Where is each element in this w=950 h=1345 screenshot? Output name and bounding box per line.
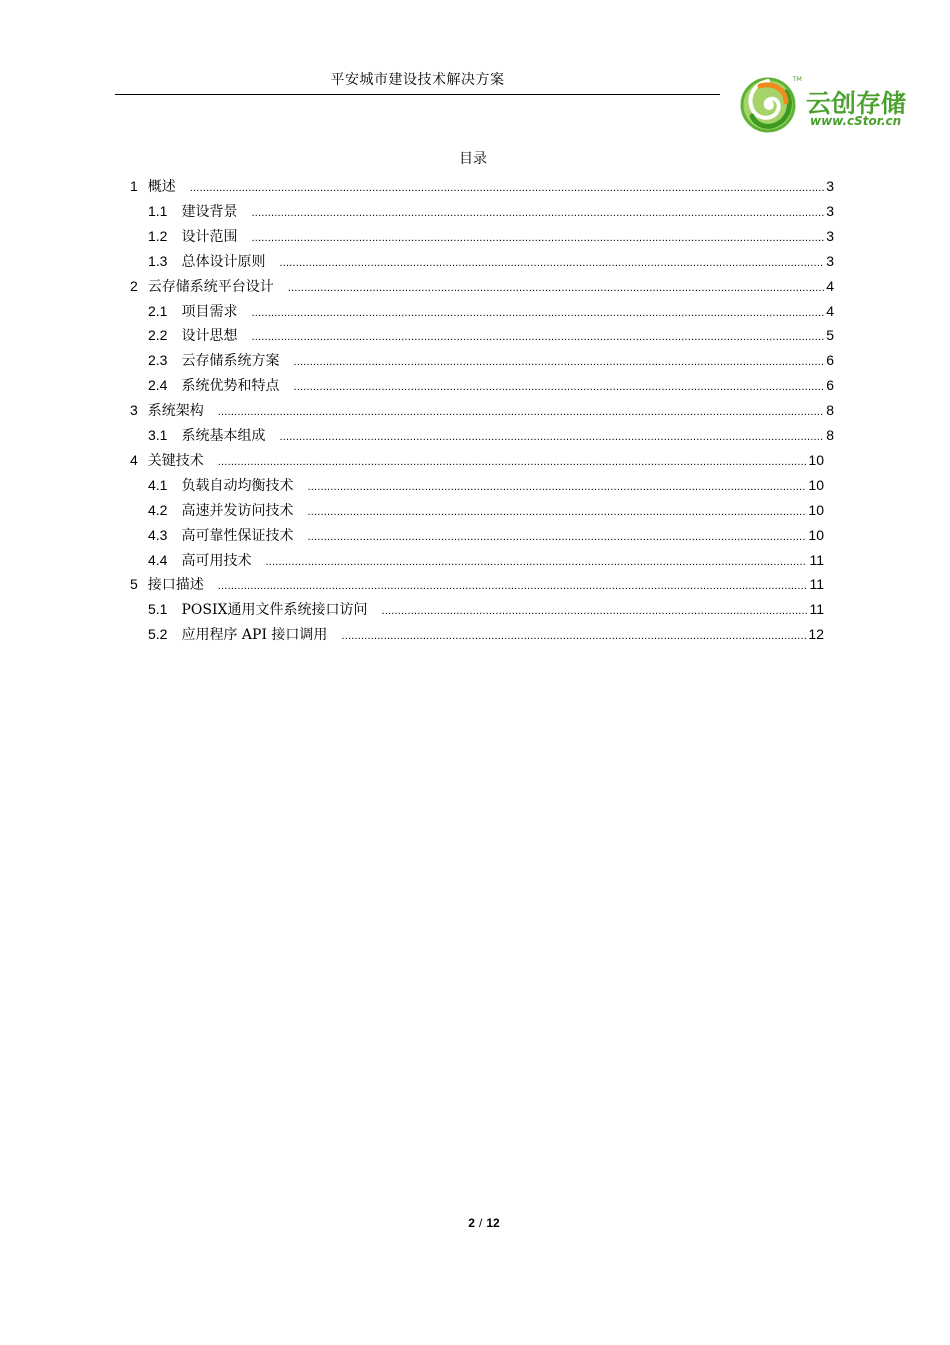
toc-entry[interactable] [130,176,834,198]
toc-leader-dots [218,406,824,418]
header-rule [115,94,720,95]
toc-entry[interactable] [130,276,834,298]
toc-entry-title: 负载自动均衡技术 [181,477,294,494]
toc-entry-number: 2.3 [148,352,168,369]
current-page-number: 2 [468,1216,475,1230]
toc-entry[interactable] [148,375,834,397]
toc-entry[interactable] [148,475,824,497]
toc-entry-number: 4.2 [148,501,168,518]
toc-entry[interactable] [148,525,824,547]
toc-entry[interactable] [148,550,824,572]
page-separator: / [478,1216,483,1230]
toc-leader-dots [307,481,806,493]
toc-entry-number: 2.2 [148,327,168,344]
toc-leader-dots [288,282,824,294]
page-header-title: 平安城市建设技术解决方案 [330,72,505,88]
toc-leader-dots [218,456,807,468]
toc-entry-title: 概述 [147,179,176,195]
toc-entry-title: 高可靠性保证技术 [181,527,294,544]
toc-entry-page: 8 [826,427,834,443]
toc-entry-title: 应用程序 API 接口调用 [181,627,328,644]
toc-entry-number: 3.1 [148,427,168,443]
toc-entry-page: 10 [808,526,824,543]
toc-entry-title: 设计思想 [181,328,238,345]
toc-leader-dots [251,232,824,244]
toc-entry[interactable] [148,251,834,273]
toc-entry[interactable] [148,624,824,646]
page-number-footer [0,1216,950,1230]
toc-entry-page: 3 [826,227,834,244]
toc-entry-title: 项目需求 [181,303,238,320]
toc-entry[interactable] [148,325,834,347]
toc-leader-dots [293,356,824,368]
toc-entry-title: 高可用技术 [181,552,252,569]
toc-entry-number: 4.3 [148,526,168,543]
toc-entry-page: 11 [809,551,824,568]
logo-brand-text: 云创存储 [806,89,907,118]
toc-leader-dots [293,381,824,393]
toc-entry-number: 4 [130,451,138,468]
toc-entry-title: 建设背景 [181,203,238,220]
toc-entry-title: 设计范围 [181,228,238,245]
toc-entry[interactable] [148,425,834,447]
toc-entry[interactable] [130,574,824,596]
toc-entry-title: 高速并发访问技术 [181,502,294,519]
toc-entry-page: 10 [808,451,824,468]
toc-entry-title: 系统优势和特点 [181,378,280,395]
toc-entry[interactable] [148,301,834,323]
toc-entry[interactable] [148,201,834,223]
toc-entry-number: 1.1 [148,202,168,219]
toc-entry-page: 10 [808,476,824,493]
toc-entry-title: 关键技术 [147,452,204,469]
toc-entry-title: 系统架构 [147,403,204,420]
swirl-logo-icon [740,76,798,134]
toc-entry-page: 6 [826,377,834,394]
toc-entry-number: 2.4 [148,377,168,394]
toc-entry[interactable] [148,599,824,621]
toc-leader-dots [251,331,824,343]
toc-entry-number: 2.1 [148,302,168,319]
toc-entry-title: 总体设计原则 [181,253,266,270]
toc-entry-number: 1.2 [148,227,168,244]
toc-entry-number: 5.1 [148,601,168,618]
toc-entry-page: 3 [826,202,834,219]
toc-entry-number: 4.1 [148,476,168,493]
toc-entry[interactable] [148,226,834,248]
toc-entry-number: 5 [130,576,138,593]
toc-leader-dots [381,605,807,617]
toc-leader-dots [307,531,806,543]
toc-entry[interactable] [148,500,824,522]
toc-entry-number: 1.3 [148,252,168,269]
toc-leader-dots [218,580,808,592]
toc-entry-page: 8 [826,402,834,419]
toc-entry-title: 云存储系统方案 [181,353,280,370]
toc-entry-page: 4 [826,277,834,294]
toc-entry-title: 云存储系统平台设计 [147,278,274,295]
toc-entry-page: 3 [826,252,834,269]
toc-entry-page: 3 [826,178,834,194]
toc-leader-dots [279,257,824,269]
trademark-label: TM [793,76,802,83]
toc-entry[interactable] [130,450,824,472]
company-logo [740,76,925,134]
toc-entry-number: 1 [130,178,138,194]
toc-entry-page: 6 [826,352,834,369]
toc-entry-page: 10 [808,501,824,518]
total-pages: 12 [486,1216,500,1230]
toc-entry-page: 11 [809,576,824,593]
toc-entry[interactable] [130,400,834,422]
toc-leader-dots [190,182,824,194]
toc-entry-title: POSIX通用文件系统接口访问 [181,602,368,619]
toc-leader-dots [251,207,824,219]
toc-entry-title: 系统基本组成 [181,428,266,444]
toc-entry-page: 11 [809,601,824,618]
toc-entry-number: 4.4 [148,551,168,568]
toc-entry-page: 4 [826,302,834,319]
toc-entry-page: 5 [826,327,834,344]
toc-entry-page: 12 [808,626,824,643]
toc-entry-title: 接口描述 [147,577,204,594]
toc-leader-dots [341,630,806,642]
toc-leader-dots [265,556,807,568]
toc-entry-number: 5.2 [148,626,168,643]
toc-leader-dots [307,506,806,518]
toc-title: 目录 [459,151,487,167]
toc-entry[interactable] [148,350,834,372]
toc-entry-number: 3 [130,402,138,419]
toc-leader-dots [279,431,824,443]
toc-entry-number: 2 [130,277,138,294]
toc-leader-dots [251,307,824,319]
logo-url-text: www.cStor.cn [810,114,902,128]
